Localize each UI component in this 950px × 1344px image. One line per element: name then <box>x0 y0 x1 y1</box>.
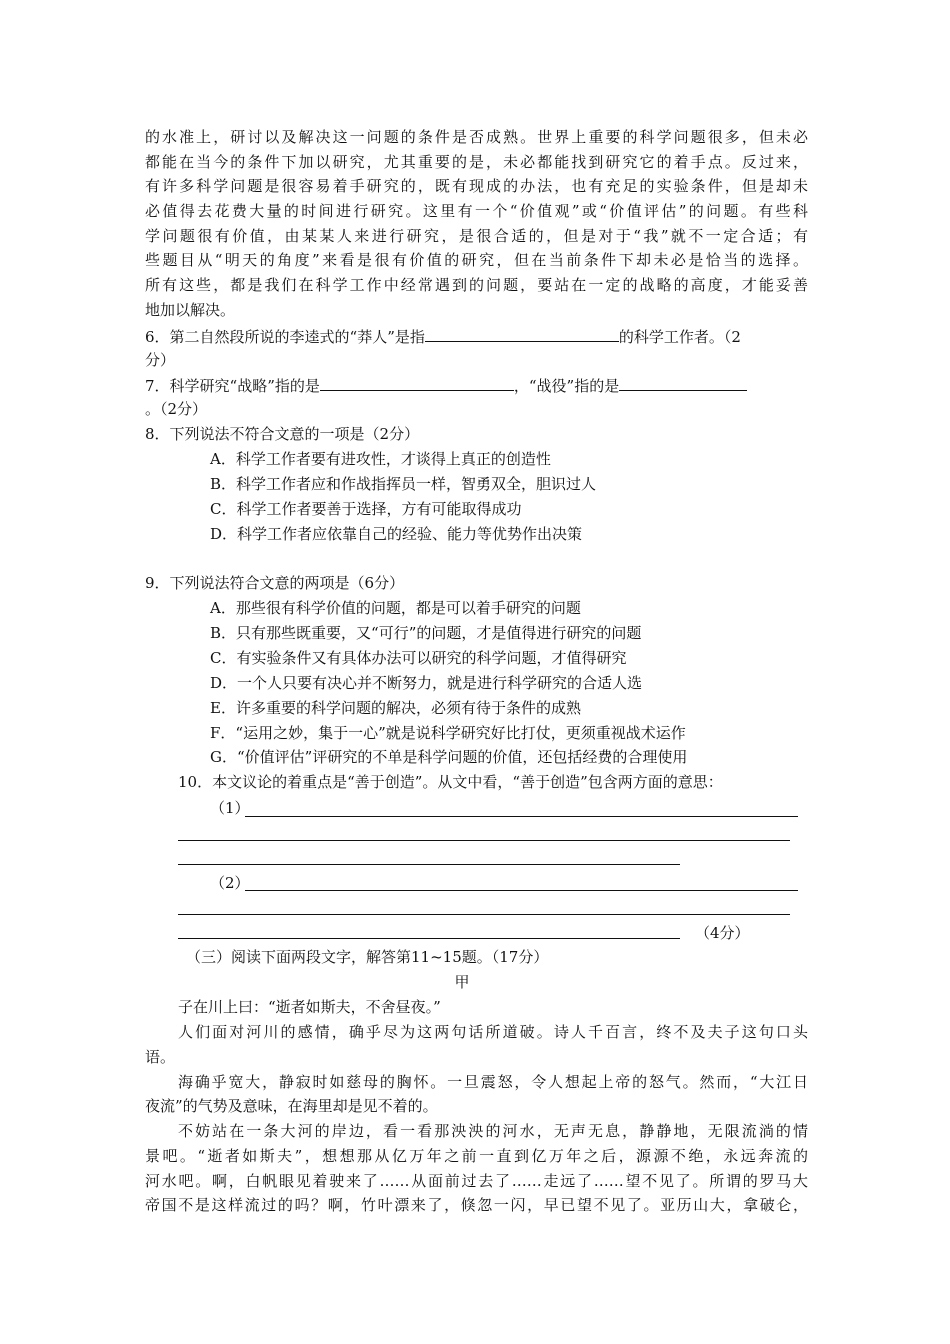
paragraph-line: 所有这些，都是我们在科学工作中经常遇到的问题，要站在一定的战略的高度，才能妥善 <box>145 276 808 294</box>
question-9-option: E．许多重要的科学问题的解决，必须有待于条件的成熟 <box>210 699 581 717</box>
paragraph-line: 景吧。“逝者如斯夫”，想想那从亿万年之前一直到亿万年之后，源源不绝，永远奔流的 <box>145 1147 808 1165</box>
question-8-stem: 8．下列说法不符合文意的一项是（2分） <box>145 425 420 443</box>
question-9-option: C．有实验条件又有具体办法可以研究的科学问题，才值得研究 <box>210 649 627 667</box>
paragraph-line: 都能在当今的条件下加以研究，尤其重要的是，未必都能找到研究它的着手点。反过来， <box>145 153 808 171</box>
paragraph-line: 有许多科学问题是很容易着手研究的，既有现成的办法，也有充足的实验条件，但是却未 <box>145 177 808 195</box>
answer-line[interactable] <box>178 840 790 841</box>
question-9-option: F．“运用之妙，集于一心”就是说科学研究好比打仗，更须重视战术运作 <box>210 724 686 742</box>
answer-line[interactable] <box>245 816 798 817</box>
question-9-stem: 9．下列说法符合文意的两项是（6分） <box>145 574 405 592</box>
question-10-score: （4分） <box>695 924 750 942</box>
paragraph-line: 地加以解决。 <box>145 301 236 319</box>
question-7-cont: 。（2分） <box>145 400 208 418</box>
question-6-cont: 分） <box>145 351 176 369</box>
paragraph-line: 河水吧。啊，白帆眼见着驶来了……从面前过去了……走远了……望不见了。所谓的罗马大 <box>145 1172 808 1190</box>
question-8-option: C．科学工作者要善于选择，方有可能取得成功 <box>210 500 522 518</box>
paragraph-line: 学问题很有价值，由某某人来进行研究，是很合适的，但是对于“我”就不一定合适；有 <box>145 227 808 245</box>
question-10-part2-label: （2） <box>210 874 250 892</box>
answer-blank[interactable] <box>619 374 747 391</box>
answer-line[interactable] <box>178 864 680 865</box>
passage-subtitle: 甲 <box>454 973 470 991</box>
paragraph-line: 人们面对河川的感情，确乎尽为这两句话所道破。诗人千百言，终不及夫子这句口头 <box>178 1023 808 1041</box>
paragraph-line: 海确乎宽大，静寂时如慈母的胸怀。一旦震怒，令人想起上帝的怒气。然而，“大江日 <box>178 1073 808 1091</box>
answer-blank[interactable] <box>320 374 514 391</box>
question-6-text-after: 的科学工作者。（2 <box>618 328 741 346</box>
question-9-option: A．那些很有科学价值的问题，都是可以着手研究的问题 <box>210 599 581 617</box>
answer-line[interactable] <box>178 938 680 939</box>
paragraph-line: 些题目从“明天的角度”来看是很有价值的研究，但在当前条件下却未必是恰当的选择。 <box>145 251 808 269</box>
question-9-option: B．只有那些既重要，又“可行”的问题，才是值得进行研究的问题 <box>210 624 642 642</box>
question-9-option: D．一个人只要有决心并不断努力，就是进行科学研究的合适人选 <box>210 674 643 692</box>
question-9-option: G．“价值评估”评研究的不单是科学问题的价值，还包括经费的合理使用 <box>210 748 688 766</box>
question-7-mid: ，“战役”指的是 <box>513 377 620 395</box>
section-heading: （三）阅读下面两段文字，解答第11~15题。（17分） <box>186 948 549 966</box>
question-7-text: 7．科学研究“战略”指的是 <box>145 377 320 395</box>
question-10-part1-label: （1） <box>210 799 250 817</box>
question-7 <box>145 374 808 396</box>
question-10-stem: 10．本文议论的着重点是“善于创造”。从文中看，“善于创造”包含两方面的意思： <box>178 773 723 791</box>
question-8-option: D．科学工作者应依靠自己的经验、能力等优势作出决策 <box>210 525 583 543</box>
paragraph-line: 夜流”的气势及意味，在海里却是见不着的。 <box>145 1097 438 1115</box>
paragraph-line: 不妨站在一条大河的岸边，看一看那泱泱的河水，无声无息，静静地，无限流淌的情 <box>178 1122 808 1140</box>
question-8-option: B．科学工作者应和作战指挥员一样，智勇双全，胆识过人 <box>210 475 597 493</box>
answer-line[interactable] <box>245 890 798 891</box>
answer-line[interactable] <box>178 914 790 915</box>
paragraph-line: 帝国不是这样流过的吗？啊，竹叶漂来了，倏忽一闪，早已望不见了。亚历山大，拿破仑， <box>145 1196 808 1214</box>
paragraph-line: 的水准上，研讨以及解决这一问题的条件是否成熟。世界上重要的科学问题很多，但未必 <box>145 128 808 146</box>
question-6-text: 6．第二自然段所说的李逵式的“莽人”是指 <box>145 328 425 346</box>
paragraph-line: 子在川上曰：“逝者如斯夫，不舍昼夜。” <box>178 998 441 1016</box>
paragraph-line: 必值得去花费大量的时间进行研究。这里有一个“价值观”或“价值评估”的问题。有些科 <box>145 202 808 220</box>
paragraph-line: 语。 <box>145 1048 176 1066</box>
answer-blank[interactable] <box>425 325 619 342</box>
question-8-option: A．科学工作者要有进攻性，才谈得上真正的创造性 <box>210 450 551 468</box>
question-6 <box>145 325 808 347</box>
